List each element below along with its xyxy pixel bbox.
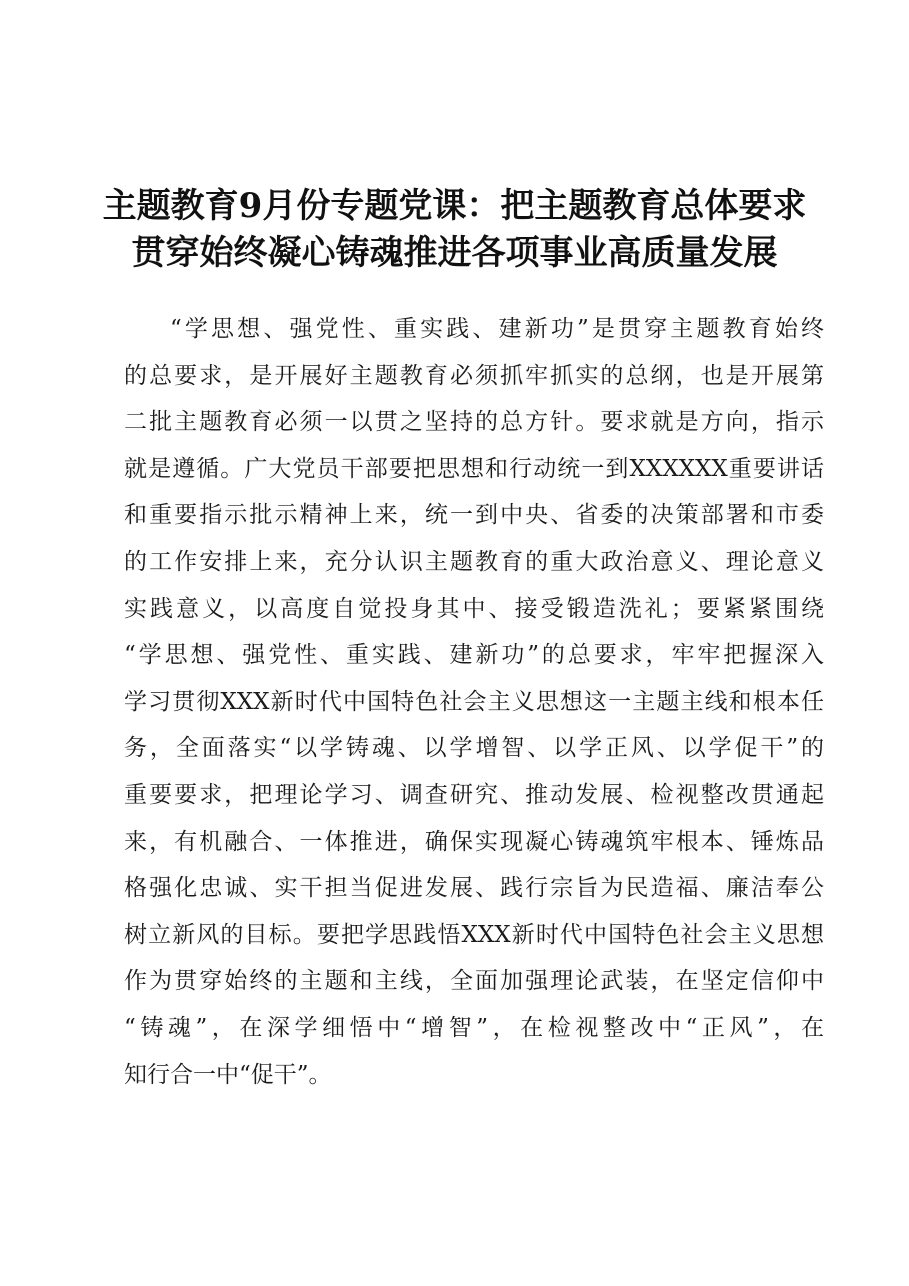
body-line: 来，有机融合、一体推进，确保实现凝心铸魂筑牢根本、锤炼品 — [124, 828, 824, 855]
document-body — [124, 306, 824, 1098]
body-line: 实践意义，以高度自觉投身其中、接受锻造洗礼；要紧紧围绕 — [124, 595, 824, 622]
document-title — [0, 183, 909, 277]
title-line: 主题教育9月份专题党课：把主题教育总体要求 — [102, 186, 807, 226]
body-line: “铸魂”，在深学细悟中“增智”，在检视整改中“正风”，在 — [124, 1014, 824, 1041]
body-line: “学思想、强党性、重实践、建新功”的总要求，牢牢把握深入 — [124, 642, 824, 669]
body-line: 学习贯彻XXX新时代中国特色社会主义思想这一主题主线和根本任 — [124, 688, 824, 715]
body-line: 知行合一中“促干”。 — [124, 1061, 332, 1088]
title-line: 贯穿始终凝心铸魂推进各项事业高质量发展 — [131, 233, 778, 273]
body-line: 重要要求，把理论学习、调查研究、推动发展、检视整改贯通起 — [124, 781, 824, 808]
body-line: 树立新风的目标。要把学思践悟XXX新时代中国特色社会主义思想 — [124, 921, 824, 948]
body-line: 务，全面落实“以学铸魂、以学增智、以学正风、以学促干”的 — [124, 735, 824, 762]
body-line: 的总要求，是开展好主题教育必须抓牢抓实的总纲，也是开展第 — [124, 362, 824, 389]
body-line: “学思想、强党性、重实践、建新功”是贯穿主题教育始终 — [170, 316, 824, 342]
body-line: 就是遵循。广大党员干部要把思想和行动统一到XXXXXX重要讲话 — [124, 455, 824, 482]
body-line: 格强化忠诚、实干担当促进发展、践行宗旨为民造福、廉洁奉公 — [124, 875, 824, 902]
body-line: 的工作安排上来，充分认识主题教育的重大政治意义、理论意义 — [124, 548, 824, 575]
body-line: 作为贯穿始终的主题和主线，全面加强理论武装，在坚定信仰中 — [124, 968, 824, 995]
body-line: 和重要指示批示精神上来，统一到中央、省委的决策部署和市委 — [124, 502, 824, 529]
body-line: 二批主题教育必须一以贯之坚持的总方针。要求就是方向，指示 — [124, 409, 824, 436]
